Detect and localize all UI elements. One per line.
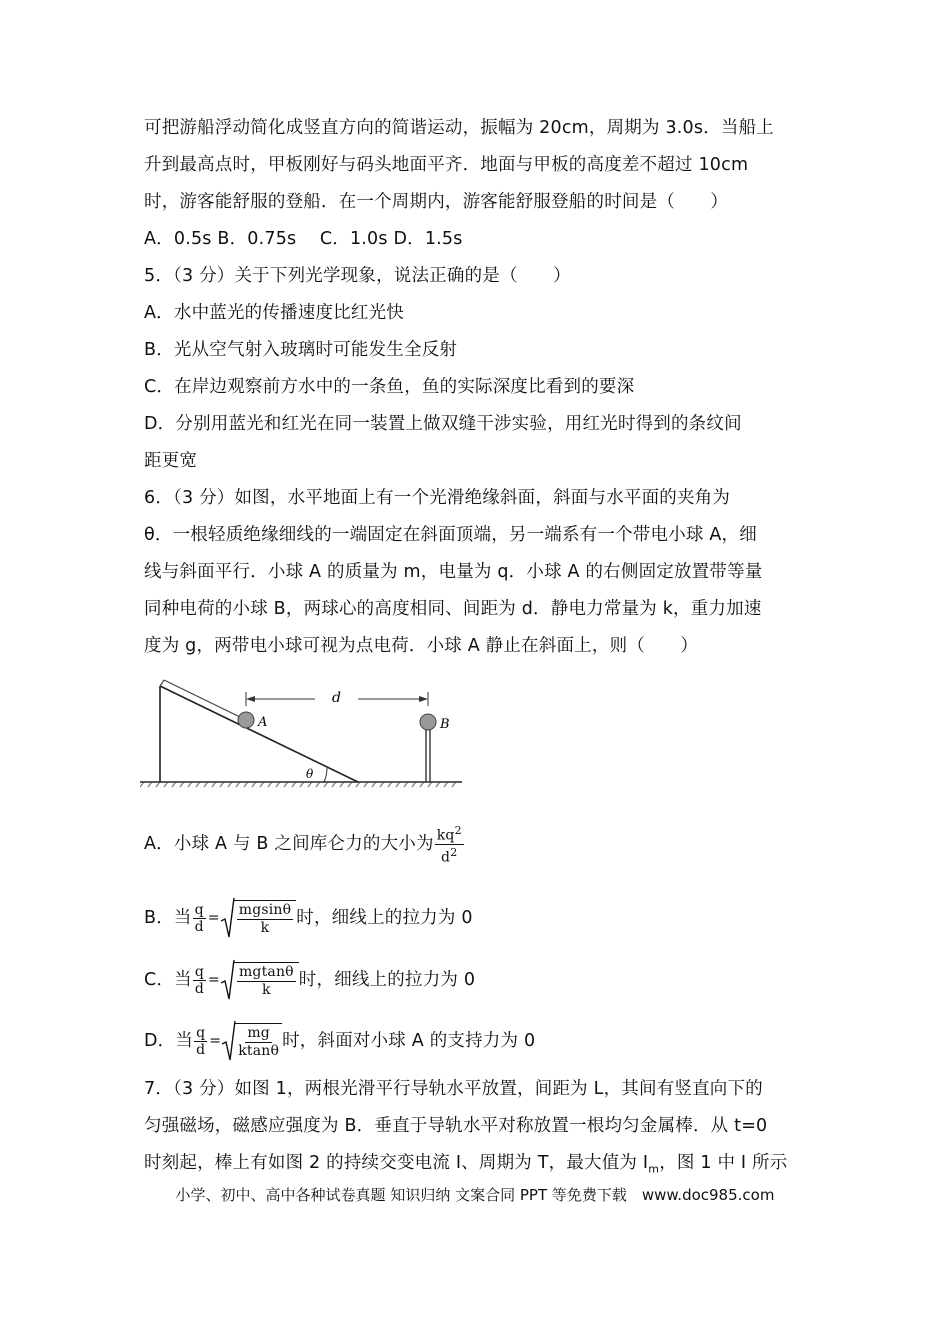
q-over-d-fraction: $\frac{q}{d}$ bbox=[196, 1024, 206, 1058]
question-6-option-a bbox=[144, 818, 814, 870]
incline-diagram bbox=[140, 672, 470, 792]
q-over-d-fraction: $\frac{q}{d}$ bbox=[194, 901, 204, 935]
question-7-stem: 时刻起，棒上有如图 2 的持续交变电流 I、周期为 T，最大值为 $I_m$，图 1 中 I 所示 bbox=[144, 1153, 788, 1176]
string bbox=[164, 680, 242, 718]
label-b: B bbox=[440, 717, 450, 732]
question-5-stem: 5．（3 分）关于下列光学现象，说法正确的是（ ） bbox=[144, 266, 571, 286]
question-5-option-a: A．水中蓝光的传播速度比红光快 bbox=[144, 303, 404, 323]
page-footer: 小学、初中、高中各种试卷真题 知识归纳 文案合同 PPT 等免费下载 www.doc985.com bbox=[175, 1186, 775, 1204]
angle-arc bbox=[324, 768, 327, 782]
coulomb-fraction: $\frac{kq^2}{d^2}$ bbox=[436, 823, 462, 866]
question-5-option-d-cont: 距更宽 bbox=[144, 451, 198, 471]
label-a: A bbox=[258, 715, 268, 730]
sqrt-expression: mg ktanθ bbox=[222, 1020, 282, 1062]
question-6-stem: 同种电荷的小球 B，两球心的高度相同、间距为 d．静电力常量为 k，重力加速 bbox=[144, 599, 762, 619]
question-4-options: A．0.5s B．0.75s C．1.0s D．1.5s bbox=[144, 229, 463, 249]
ball-b bbox=[420, 714, 436, 730]
question-7-stem: 匀强磁场，磁感应强度为 B．垂直于导轨水平对称放置一根均匀金属棒．从 t=0 bbox=[144, 1116, 768, 1136]
question-7-stem: 7．（3 分）如图 1，两根光滑平行导轨水平放置，间距为 L，其间有竖直向下的 bbox=[144, 1079, 763, 1099]
text-line: 时，游客能舒服的登船．在一个周期内，游客能舒服登船的时间是（ ） bbox=[144, 192, 729, 212]
sqrt-expression: mgsinθ k bbox=[221, 897, 297, 939]
label-theta: θ bbox=[306, 767, 314, 781]
q-over-d-fraction: $\frac{q}{d}$ bbox=[194, 963, 204, 997]
ball-a bbox=[238, 712, 254, 728]
question-6-option-d: D．当 $\frac{q}{d}$ = mg ktanθ 时，斜面对小球 A 的支持力为 0 bbox=[144, 1016, 814, 1066]
incline-surface bbox=[160, 686, 358, 782]
sqrt-expression: mgtanθ k bbox=[221, 959, 299, 1001]
option-a-text: A．小球 A 与 B 之间库仑力的大小为 bbox=[144, 834, 434, 854]
incline-figure bbox=[140, 672, 470, 792]
question-6-option-b: B．当 $\frac{q}{d}$ = mgsinθ k 时，细线上的拉力为 0 bbox=[144, 893, 814, 943]
question-5-option-d: D．分别用蓝光和红光在同一装置上做双缝干涉实验，用红光时得到的条纹间 bbox=[144, 414, 742, 434]
question-5-option-c: C．在岸边观察前方水中的一条鱼，鱼的实际深度比看到的要深 bbox=[144, 377, 635, 397]
label-d: d bbox=[332, 690, 341, 706]
question-6-stem: 度为 g，两带电小球可视为点电荷．小球 A 静止在斜面上，则（ ） bbox=[144, 636, 699, 656]
question-5-option-b: B．光从空气射入玻璃时可能发生全反射 bbox=[144, 340, 458, 360]
question-6-stem: 6．（3 分）如图，水平地面上有一个光滑绝缘斜面，斜面与水平面的夹角为 bbox=[144, 488, 731, 508]
question-6-stem: θ．一根轻质绝缘细线的一端固定在斜面顶端，另一端系有一个带电小球 A，细 bbox=[144, 525, 757, 545]
question-6-stem: 线与斜面平行．小球 A 的质量为 m，电量为 q．小球 A 的右侧固定放置带等量 bbox=[144, 562, 763, 582]
question-6-option-c: C．当 $\frac{q}{d}$ = mgtanθ k 时，细线上的拉力为 0 bbox=[144, 955, 814, 1005]
text-line: 可把游船浮动简化成竖直方向的简谐运动，振幅为 20cm，周期为 3.0s．当船上 bbox=[144, 118, 775, 138]
text-line: 升到最高点时，甲板刚好与码头地面平齐．地面与甲板的高度差不超过 10cm bbox=[144, 155, 749, 175]
arrow-right-icon bbox=[419, 696, 428, 702]
arrow-left-icon bbox=[246, 696, 255, 702]
